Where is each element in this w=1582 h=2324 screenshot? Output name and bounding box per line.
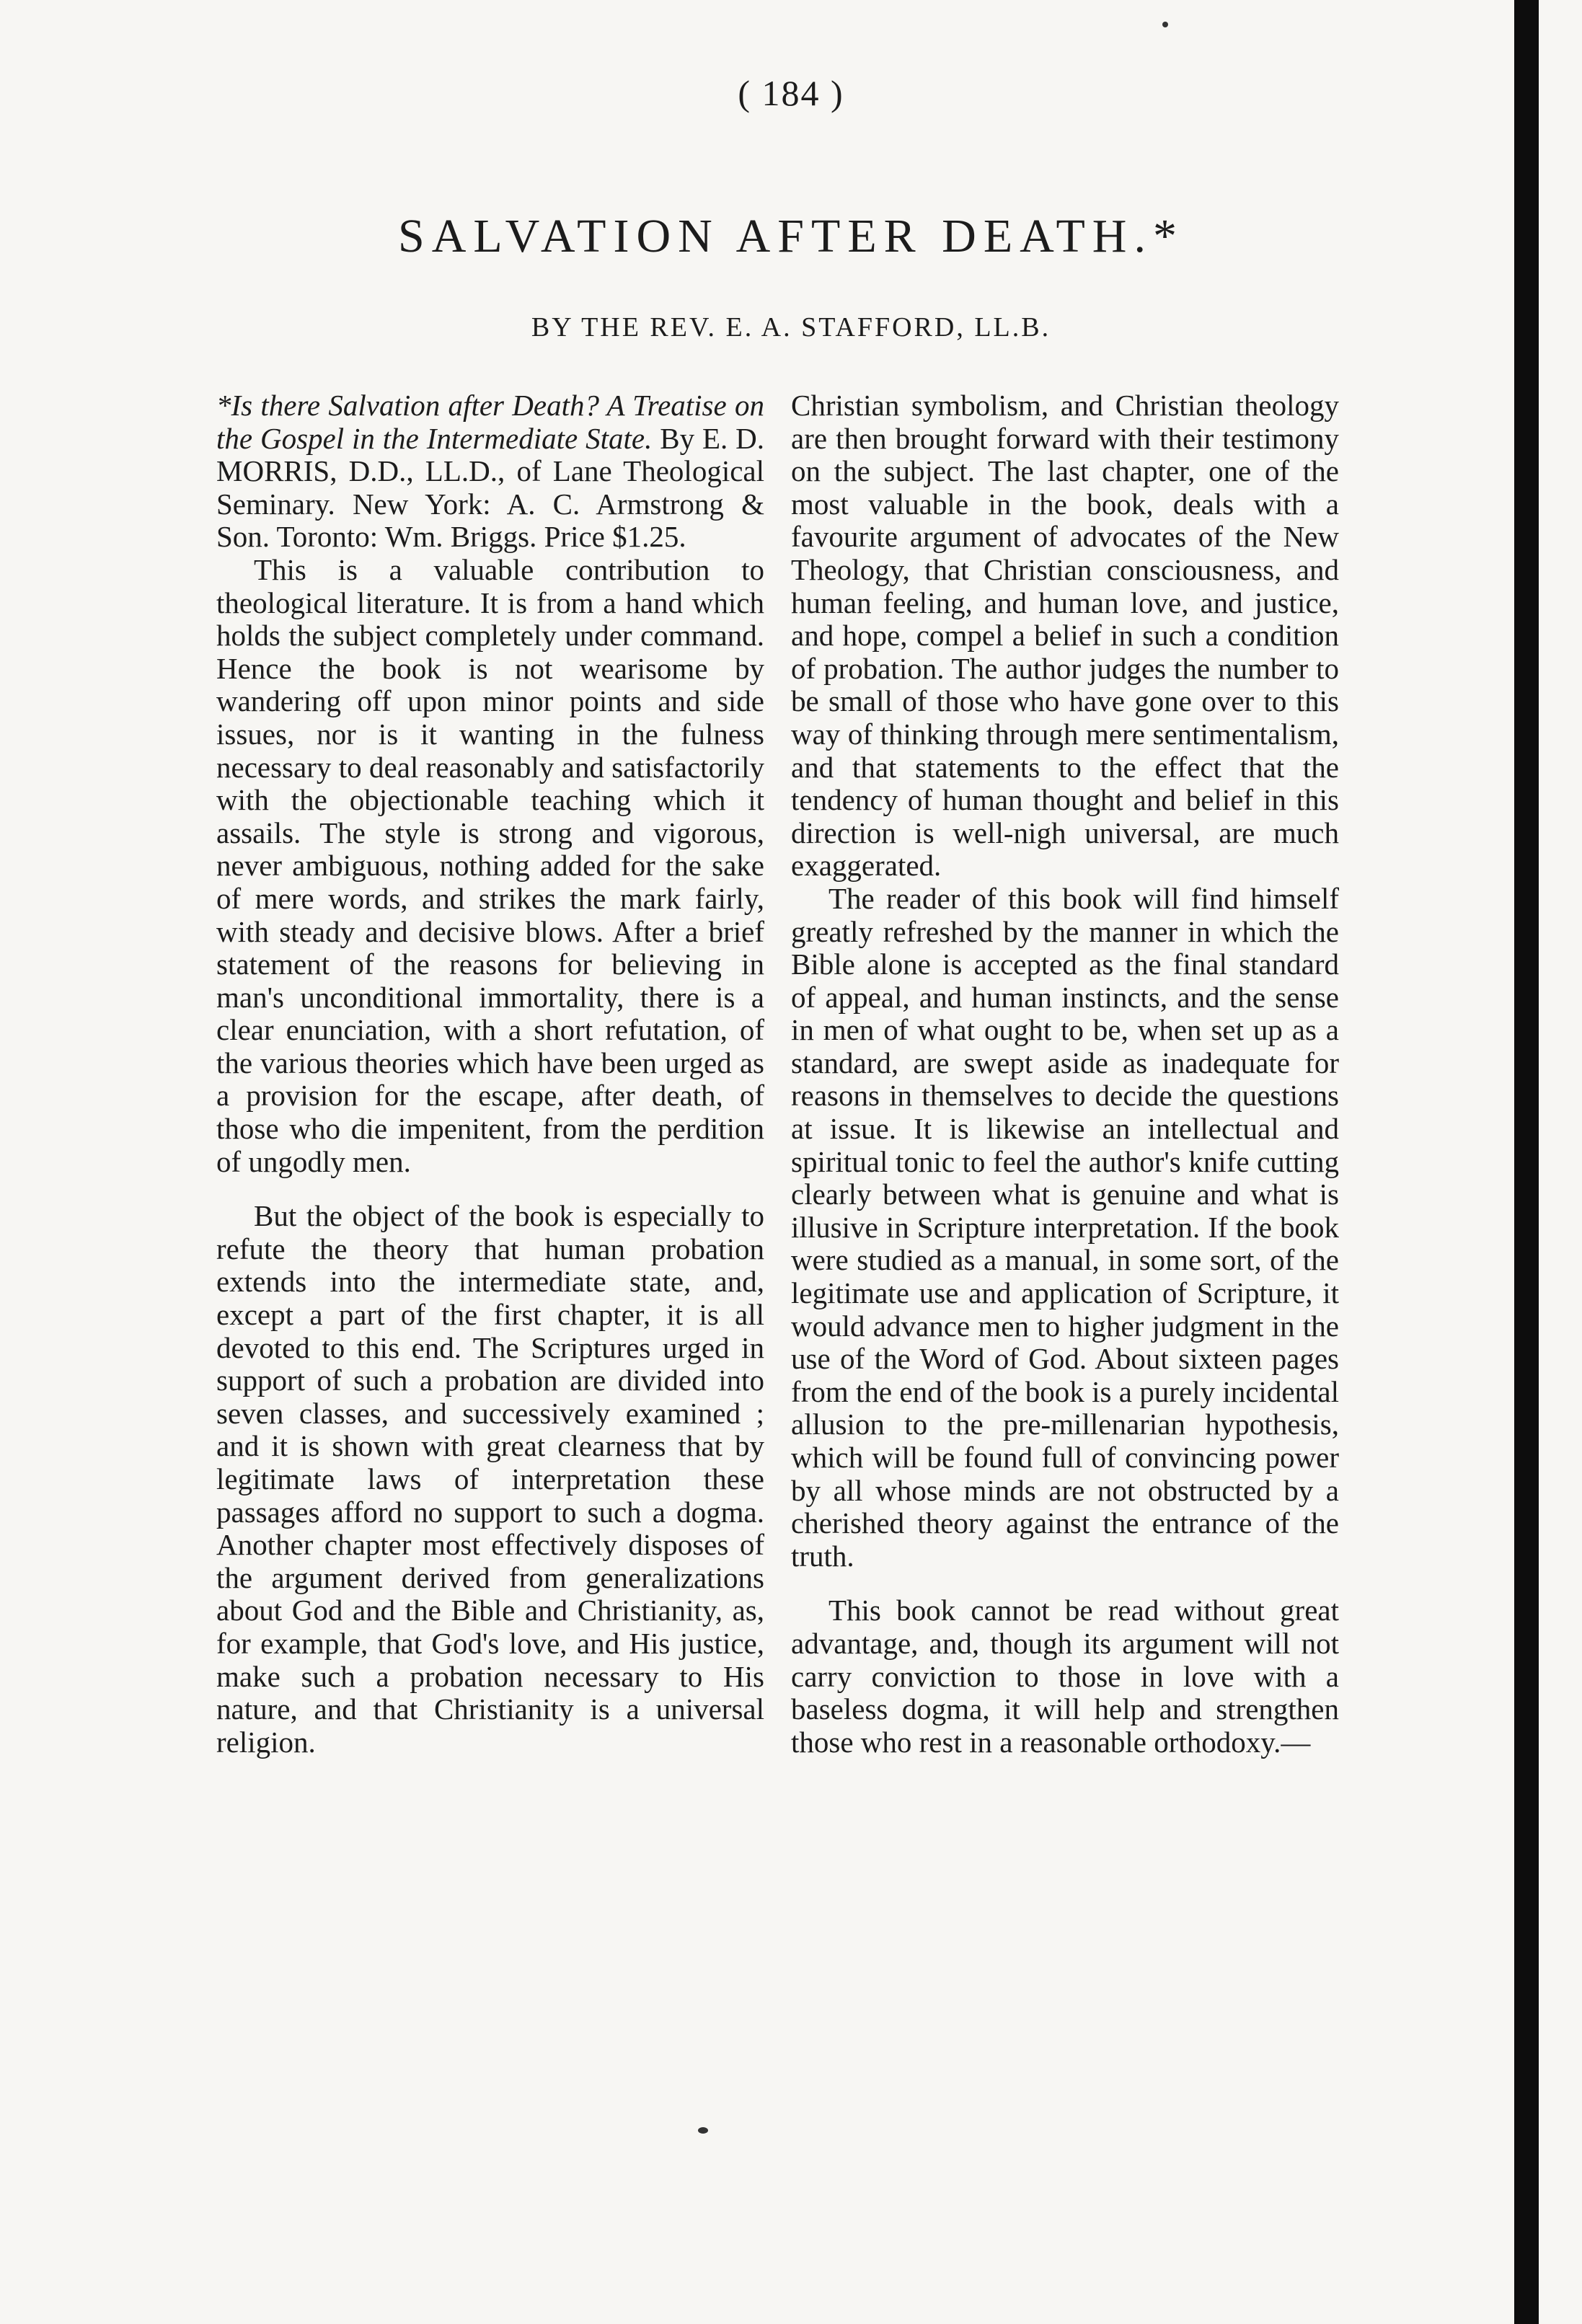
footnote-publication-details: By E. D. MORRIS, D.D., LL.D., of Lane Theological Seminary. New York: A. C. Armstrong & Son. Toronto: Wm. Briggs. Price $1.25. <box>216 421 765 554</box>
paragraph-4: The reader of this book will find himself greatly refreshed by the manner in which the Bible alone is accepted as the final standard of appeal, and human instincts, and the sense in men of what ought to be, when set up as a standard, are swept aside as inadequate for reasons in themselves to decide the questions at issue. It is likewise an intellectual and spiritual tonic to feel the author's knife cutting clearly between what is genuine and what is illusive in Scripture interpretation. If the book were studied as a manual, in some sort, of the legitimate use and application of Scripture, it would advance men to higher judgment in the use of the Word of God. About sixteen pages from the end of the book is a purely incidental allusion to the pre-millenarian hypothesis, which will be found full of convincing power by all whose minds are not obstructed by a cherished theory against the entrance of the truth. <box>791 881 1339 1573</box>
article-title: SALVATION AFTER DEATH.* <box>398 210 1184 262</box>
paragraph-5: This book cannot be read without great advantage, and, though its argument will not carry conviction to those in love with a baseless dogma, it will help and strengthen those who rest in a reasonable orthodoxy.— <box>791 1594 1339 1759</box>
left-column <box>216 389 764 1759</box>
paragraph-1: This is a valuable contribution to theological literature. It is from a hand which holds the subject completely under command. Hence the book is not wearisome by wandering off upon minor points and side issues, nor is it wanting in the fulness necessary to deal reasonably and satisfactorily with the objectionable teaching which it assails. The style is strong and vigorous, never ambiguous, nothing added for the sake of mere words, and strikes the mark fairly, with steady and decisive blows. After a brief statement of the reasons for believing in man's unconditional immortality, there is a clear enunciation, with a short refutation, of the various theories which have been urged as a provision for the escape, after death, of those who die impenitent, from the perdition of ungodly men. <box>216 552 764 1178</box>
paragraph-2: But the object of the book is especially to refute the theory that human probation extends into the intermediate state, and, except a part of the first chapter, it is all devoted to this end. The Scriptures urged in support of such a probation are divided into seven classes, and successively examined ; and it is shown with great clearness that by legitimate laws of interpretation these passages afford no support to such a dogma. Another chapter most effectively disposes of the argument derived from generalizations about God and the Bible and Christianity, as, for example, that God's love, and His justice, make such a probation necessary to His nature, and that Christianity is a universal religion. <box>216 1199 764 1759</box>
footnote <box>216 389 764 554</box>
scan-edge-border <box>1514 0 1539 2324</box>
article-byline: BY THE REV. E. A. STAFFORD, LL.B. <box>531 312 1051 343</box>
footnote-book-title: *Is there Salvation after Death? A Treatise on the Gospel in the Intermediate State. <box>216 389 764 455</box>
page-number: ( 184 ) <box>738 73 844 113</box>
scan-speck <box>1162 22 1168 27</box>
paragraph-3: Christian symbolism, and Christian theology are then brought forward with their testimony on the subject. The last chapter, one of the most valuable in the book, deals with a favourite argument of advocates of the New Theology, that Christian consciousness, and human feeling, and human love, and justice, and hope, compel a belief in such a condition of probation. The author judges the number to be small of those who have gone over to this way of thinking through mere sentimentalism, and that statements to the effect that the tendency of human thought and belief in this direction is well-nigh universal, are much exaggerated. <box>791 389 1339 883</box>
scan-speck <box>698 2127 708 2134</box>
right-column <box>791 389 1339 1759</box>
